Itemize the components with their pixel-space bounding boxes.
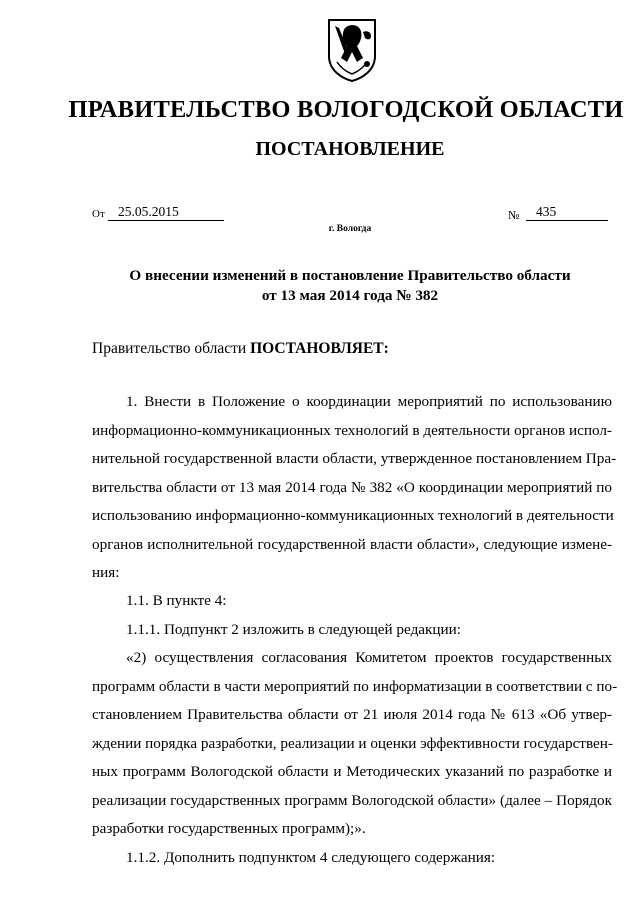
subject-line-1: О внесении изменений в постановление Правительство области — [129, 267, 571, 284]
government-title: ПРАВИТЕЛЬСТВО ВОЛОГОДСКОЙ ОБЛАСТИ — [68, 96, 624, 123]
body-line-16: разработки государственных программ);». — [92, 820, 366, 837]
body-line-13: ждении порядка разработки, реализации и оценки эффективности государствен- — [92, 735, 613, 752]
body-line-4: вительства области от 13 мая 2014 года № 382 «О координации мероприятий по — [92, 479, 612, 496]
body-line-7: ния: — [92, 564, 120, 581]
body-line-8: 1.1. В пункте 4: — [126, 592, 227, 609]
document-number: 435 — [526, 204, 608, 221]
body-line-11: программ области в части мероприятий по информатизации в соответствии с по- — [92, 678, 618, 695]
body-line-1: 1. Внести в Положение о координации мероприятий по использованию — [126, 393, 612, 410]
body-line-5: использованию информационно-коммуникационных технологий в деятельности — [92, 507, 614, 524]
body-line-10: «2) осуществления согласования Комитетом проектов государственных — [126, 649, 612, 666]
coat-of-arms-icon — [327, 18, 377, 82]
decree-keyword: ПОСТАНОВЛЯЕТ: — [250, 340, 389, 357]
body-line-15: реализации государственных программ Вологодской области» (далее – Порядок — [92, 792, 612, 809]
document-date: 25.05.2015 — [108, 204, 224, 221]
body-line-2: информационно-коммуникационных технологий в деятельности органов испол- — [92, 422, 612, 439]
date-prefix: От — [92, 208, 105, 220]
document-type-title: ПОСТАНОВЛЕНИЕ — [255, 138, 445, 160]
city-label: г. Вологда — [328, 224, 372, 234]
document-subject — [0, 266, 640, 306]
decree-statement — [92, 340, 389, 358]
body-line-12: становлением Правительства области от 21 июля 2014 года № 613 «Об утвер- — [92, 706, 612, 723]
subject-line-2: от 13 мая 2014 года № 382 — [261, 287, 439, 304]
decree-prefix: Правительство области — [92, 340, 247, 357]
body-line-14: ных программ Вологодской области и Методических указаний по разработке и — [92, 763, 612, 780]
body-line-9: 1.1.1. Подпункт 2 изложить в следующей редакции: — [126, 621, 462, 638]
body-line-17: 1.1.2. Дополнить подпунктом 4 следующего содержания: — [126, 849, 496, 866]
body-line-6: органов исполнительной государственной власти области», следующие измене- — [92, 536, 612, 553]
body-line-3: нительной государственной власти области, утвержденное постановлением Пра- — [92, 450, 617, 467]
number-prefix: № — [508, 208, 520, 222]
